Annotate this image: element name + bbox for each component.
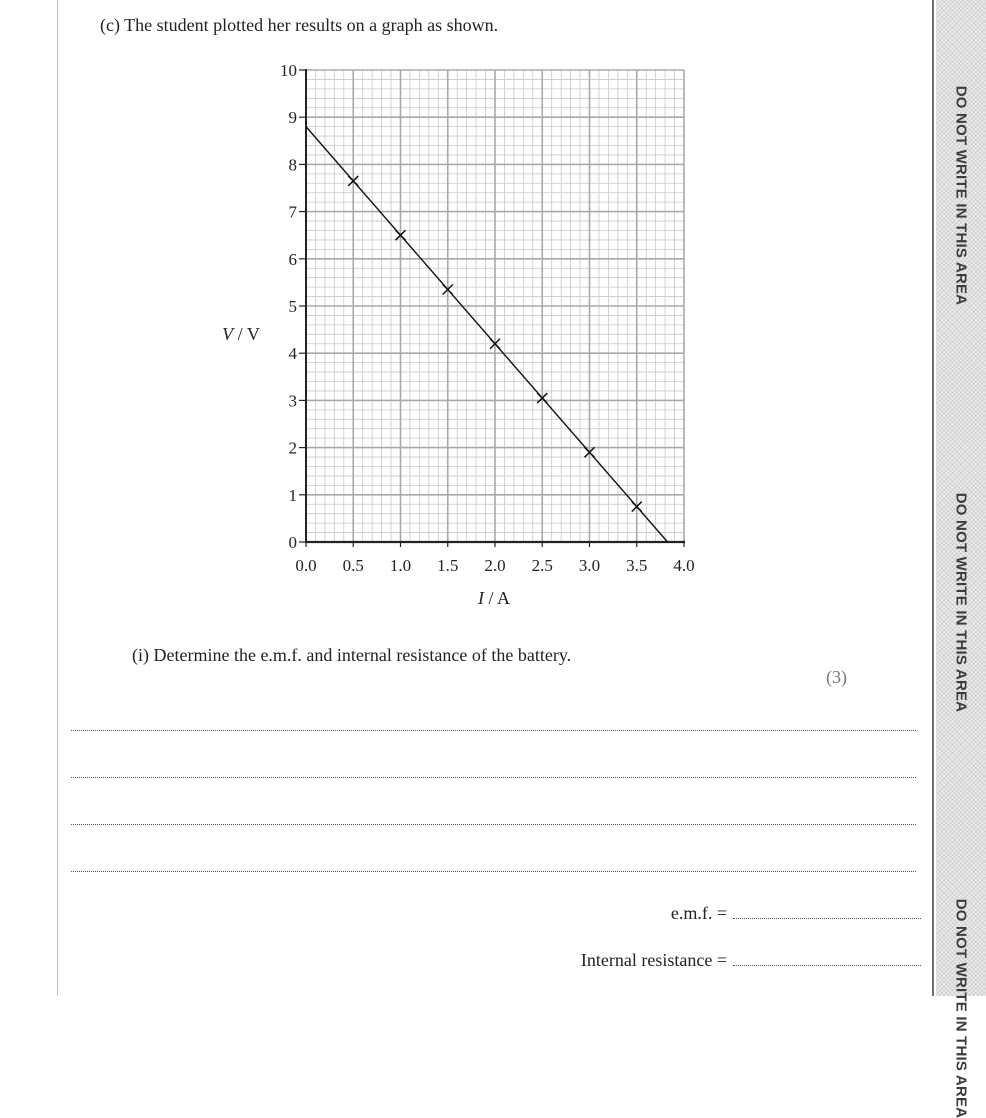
y-tick-label: 5 <box>288 297 297 316</box>
x-tick-label: 0.0 <box>295 556 317 575</box>
y-tick-label: 2 <box>288 438 297 458</box>
question-i-text: (i) Determine the e.m.f. and internal resistance of the battery. <box>132 645 572 665</box>
margin-warning-2: DO NOT WRITE IN THIS AREA <box>952 492 970 713</box>
ticks <box>299 70 684 547</box>
y-tick-label: 10 <box>280 61 297 80</box>
page-edge-rule <box>932 0 934 996</box>
x-tick-label: 2.0 <box>484 556 506 575</box>
x-tick-label: 1.5 <box>437 556 459 575</box>
y-tick-label: 3 <box>288 391 297 411</box>
y-tick-label: 8 <box>288 155 297 175</box>
emf-answer-line[interactable] <box>733 918 921 919</box>
y-tick-label: 9 <box>288 108 297 128</box>
margin-warning-3: DO NOT WRITE IN THIS AREA <box>952 898 970 1118</box>
x-tick-label: 0.5 <box>342 556 364 575</box>
answer-line-1[interactable] <box>71 730 916 731</box>
internal-resistance-label: Internal resistance = <box>580 950 727 970</box>
y-tick-label: 0 <box>288 533 297 552</box>
x-axis-title: I / A <box>477 588 511 608</box>
answer-line-3[interactable] <box>71 824 916 825</box>
emf-label: e.m.f. = <box>670 903 727 923</box>
tick-labels <box>280 61 695 575</box>
y-tick-label: 1 <box>288 485 297 505</box>
question-c-text: (c) The student plotted her results on a graph as shown. <box>100 15 499 35</box>
x-tick-label: 3.5 <box>626 556 648 575</box>
x-tick-label: 4.0 <box>673 556 695 575</box>
internal-resistance-answer-line[interactable] <box>733 965 921 966</box>
x-tick-label: 1.0 <box>389 556 412 575</box>
marks-allocation: (3) <box>826 667 847 687</box>
answer-line-2[interactable] <box>71 777 916 778</box>
y-tick-label: 4 <box>288 344 297 364</box>
margin-warning-1: DO NOT WRITE IN THIS AREA <box>952 85 970 306</box>
y-axis-title: V / V <box>222 324 260 344</box>
y-tick-label: 6 <box>288 249 297 269</box>
x-tick-label: 3.0 <box>578 556 601 575</box>
y-tick-label: 7 <box>288 202 297 222</box>
x-tick-label: 2.5 <box>531 556 553 575</box>
answer-line-4[interactable] <box>71 871 916 872</box>
